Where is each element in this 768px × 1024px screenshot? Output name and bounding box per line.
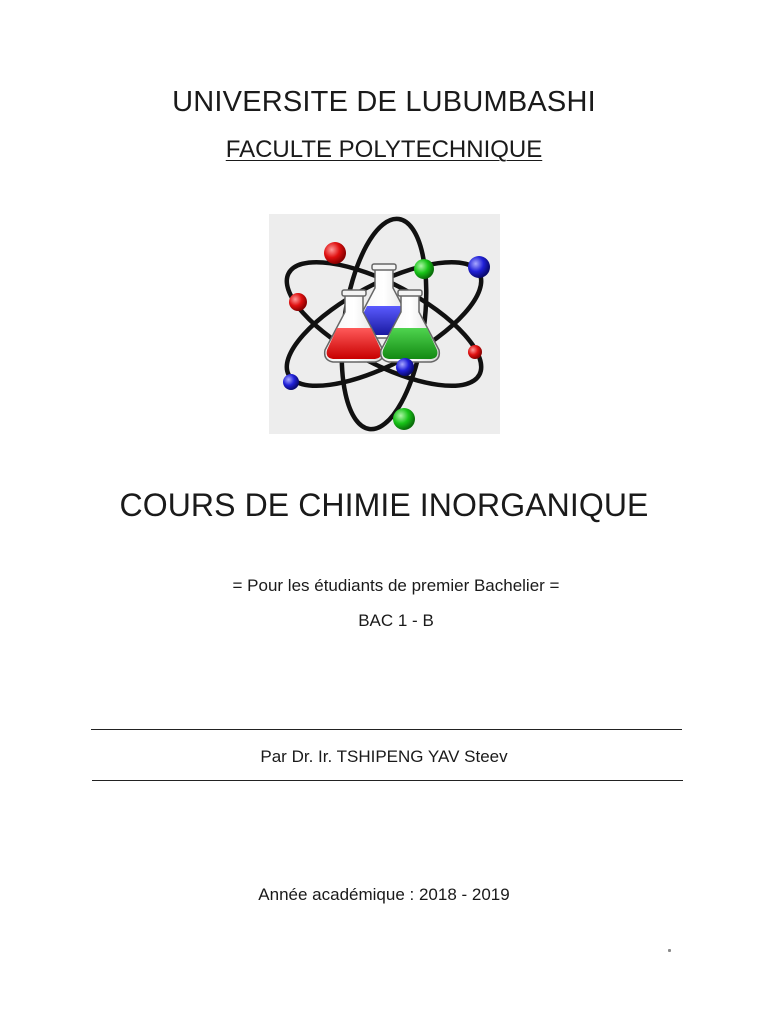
chemistry-atom-flasks-icon — [269, 214, 500, 434]
divider-top — [91, 729, 682, 730]
divider-bottom — [92, 780, 683, 781]
university-name: UNIVERSITE DE LUBUMBASHI — [172, 86, 596, 118]
level-line: BAC 1 - B — [358, 611, 434, 630]
academic-year: Année académique : 2018 - 2019 — [258, 885, 510, 904]
audience-line: = Pour les étudiants de premier Bachelier = — [232, 576, 560, 595]
author-line: Par Dr. Ir. TSHIPENG YAV Steev — [260, 747, 508, 766]
faculty-name-text: FACULTE POLYTECHNIQUE — [225, 136, 543, 163]
page-speck — [668, 949, 671, 952]
course-title: COURS DE CHIMIE INORGANIQUE — [119, 487, 649, 523]
faculty-name — [0, 136, 768, 164]
